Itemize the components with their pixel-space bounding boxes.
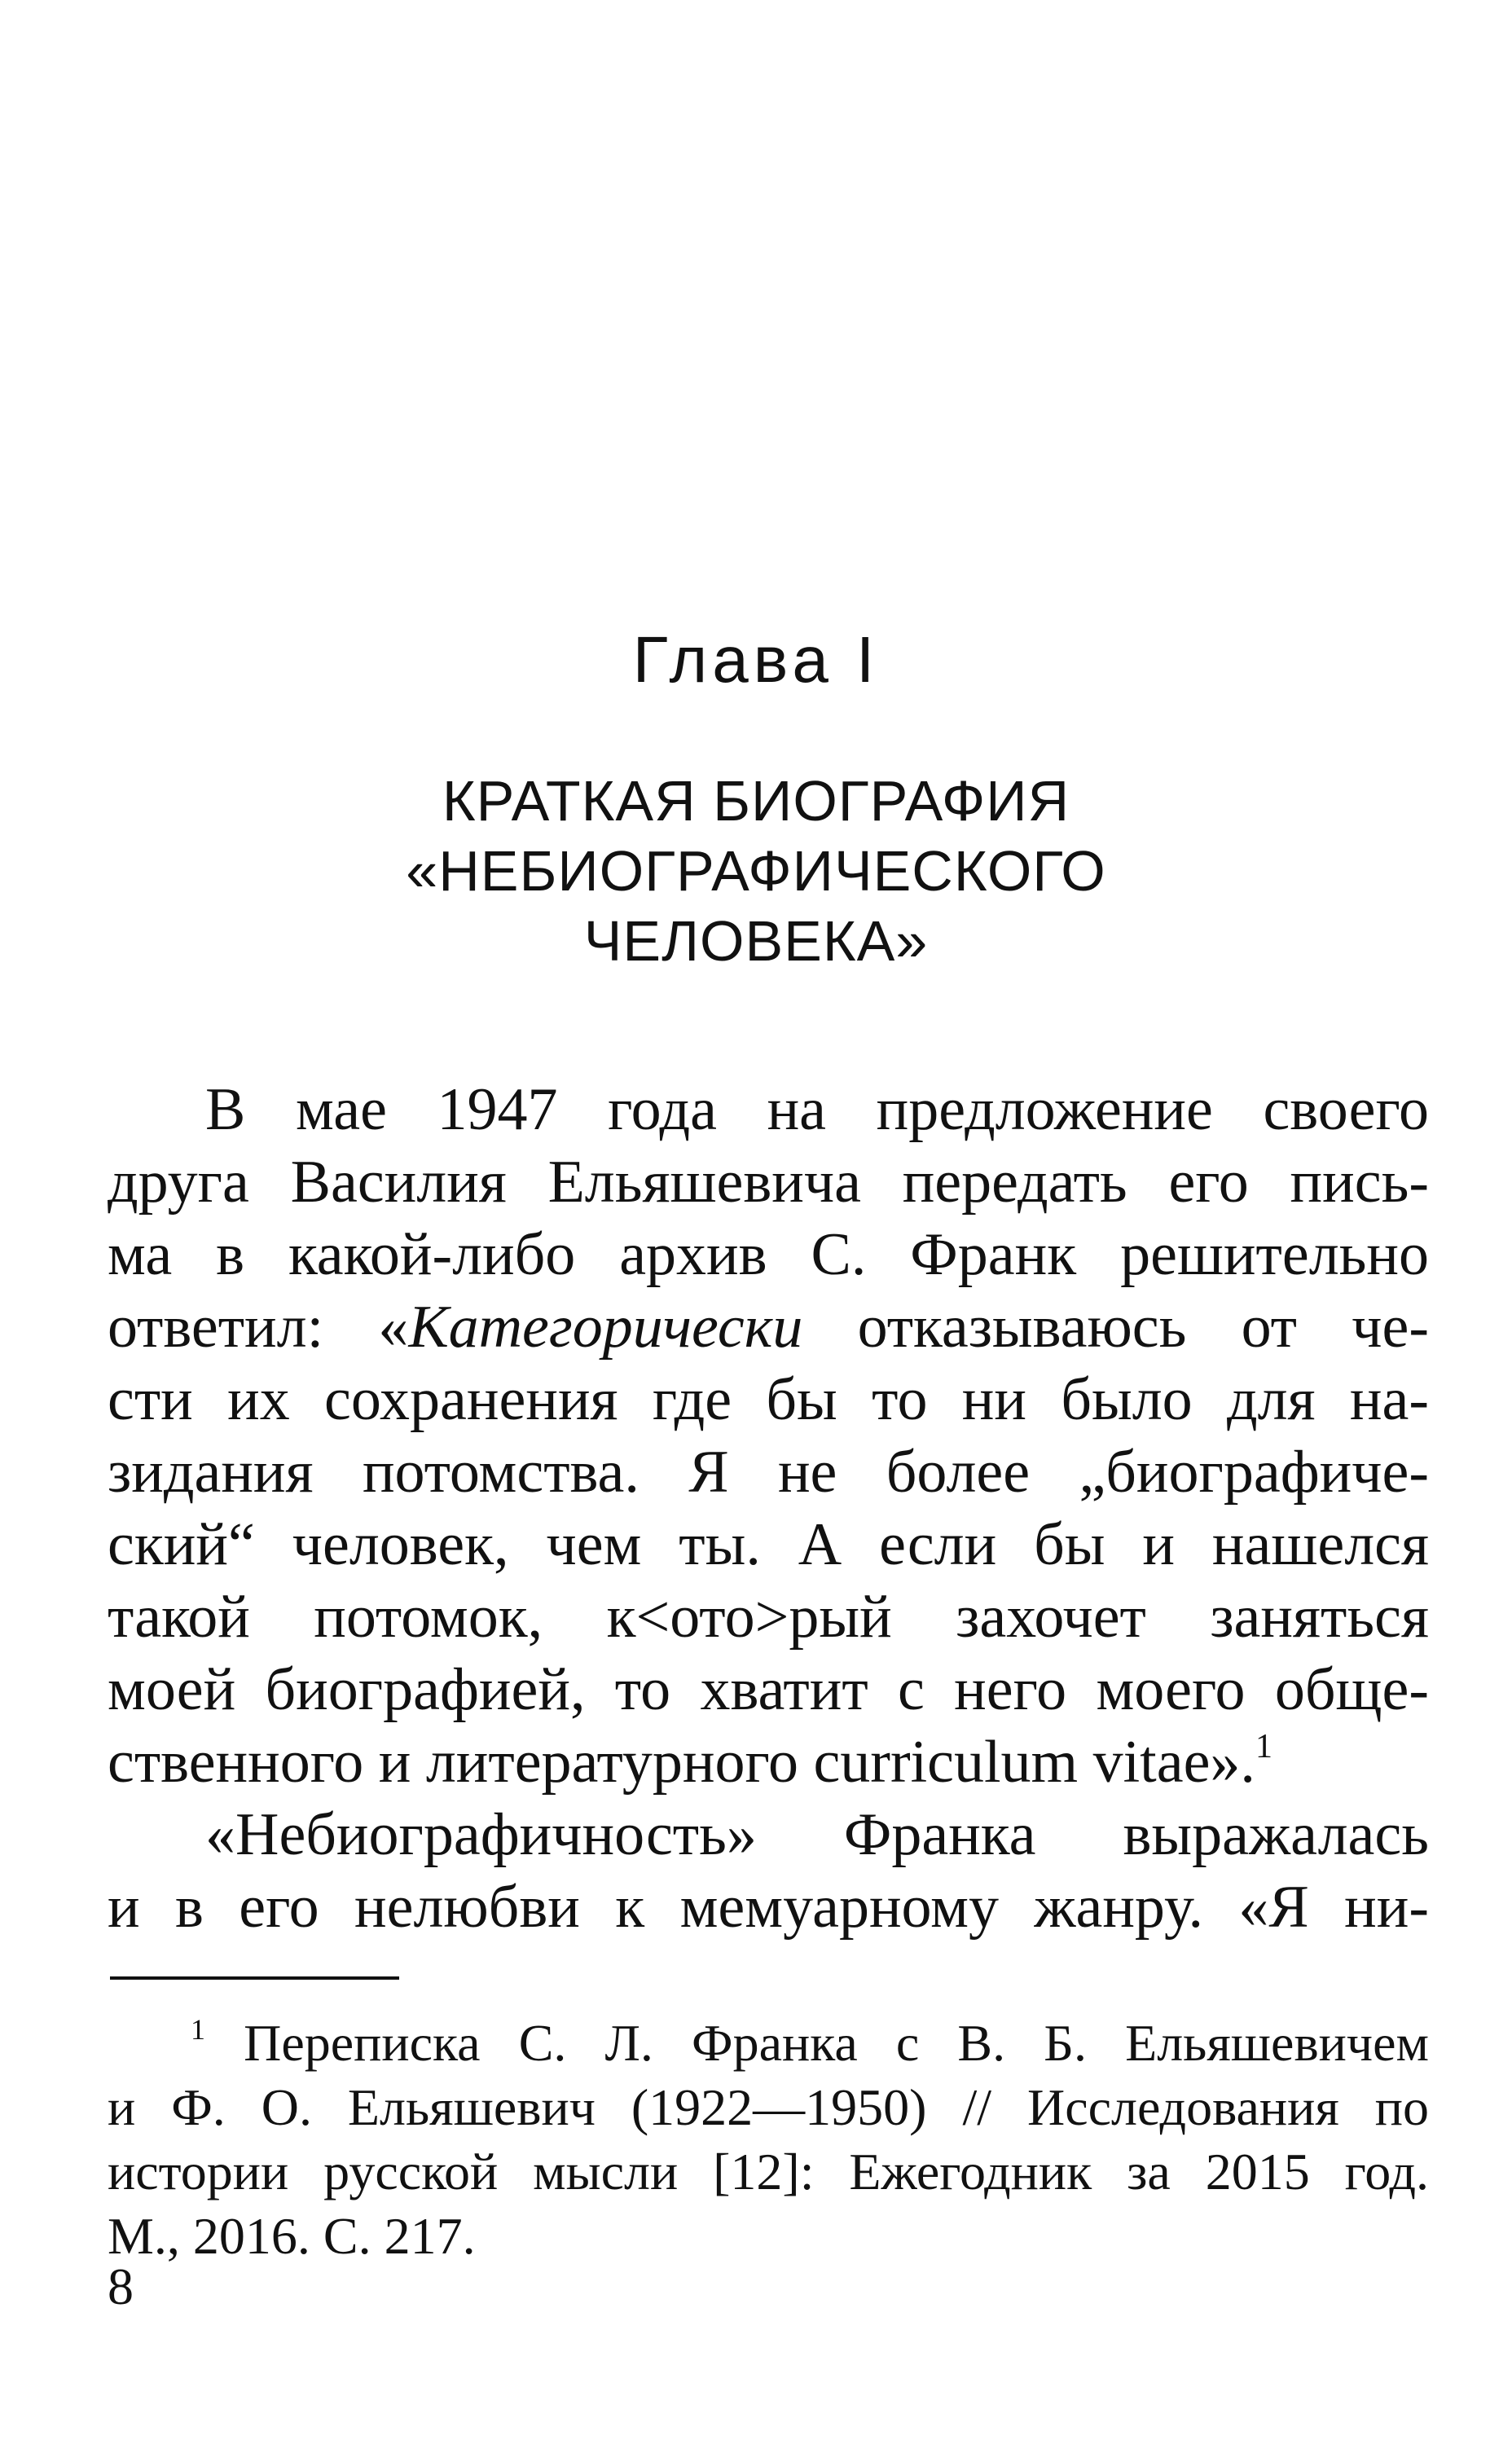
footnote-line — [108, 2011, 1429, 2075]
footnote-line: М., 2016. С. 217. — [108, 2207, 476, 2265]
body-line: «Небиографичность» Франка выражалась — [205, 1801, 1429, 1868]
body-line: сти их сохранения где бы то ни было для на- — [108, 1366, 1429, 1433]
footnote-reference: 1 — [1255, 1728, 1272, 1765]
footnote-line: и Ф. О. Ельяшевич (1922—1950) // Исследования по — [108, 2078, 1429, 2136]
body-line: В мае 1947 года на предложение своего — [205, 1076, 1429, 1143]
footnote-divider — [110, 1976, 399, 1980]
body-line: и в его нелюбви к мемуарному жанру. «Я ни- — [108, 1874, 1429, 1941]
footnote-line: истории русской мысли [12]: Ежегодник за 2015 год. — [108, 2143, 1429, 2200]
body-line: ский“ человек, чем ты. А если бы и нашелся — [108, 1511, 1429, 1578]
page-number: 8 — [108, 2258, 134, 2315]
body-text-run: ответил: « — [108, 1294, 409, 1361]
body-line: моей биографией, то хватит с него моего обще- — [108, 1656, 1429, 1723]
body-text-run: ственного и литературного curriculum vitae». — [108, 1729, 1255, 1796]
body-line — [108, 1726, 1429, 1799]
body-text-run: отказываюсь от че- — [802, 1294, 1429, 1361]
body-line: ма в какой-либо архив С. Франк решительно — [108, 1221, 1429, 1288]
body-line: друга Василия Ельяшевича передать его пись- — [108, 1149, 1429, 1216]
body-line: зидания потомства. Я не более „биографиче- — [108, 1439, 1429, 1506]
footnote-marker: 1 — [191, 2013, 205, 2046]
emphasized-word: Категорически — [408, 1294, 803, 1361]
footnote-text-run: Переписка С. Л. Франка с В. Б. Ельяшевичем — [205, 2014, 1429, 2072]
footnote — [108, 2011, 1429, 2268]
body-line: такой потомок, к<ото>рый захочет заняться — [108, 1584, 1429, 1651]
chapter-title — [0, 766, 1512, 976]
chapter-label: Глава I — [632, 623, 880, 696]
chapter-title-line: КРАТКАЯ БИОГРАФИЯ — [442, 769, 1070, 833]
body-paragraphs — [108, 1074, 1429, 1944]
body-line — [108, 1291, 1429, 1364]
chapter-title-line: «НЕБИОГРАФИЧЕСКОГО — [406, 839, 1106, 903]
chapter-title-line: ЧЕЛОВЕКА» — [583, 909, 929, 973]
